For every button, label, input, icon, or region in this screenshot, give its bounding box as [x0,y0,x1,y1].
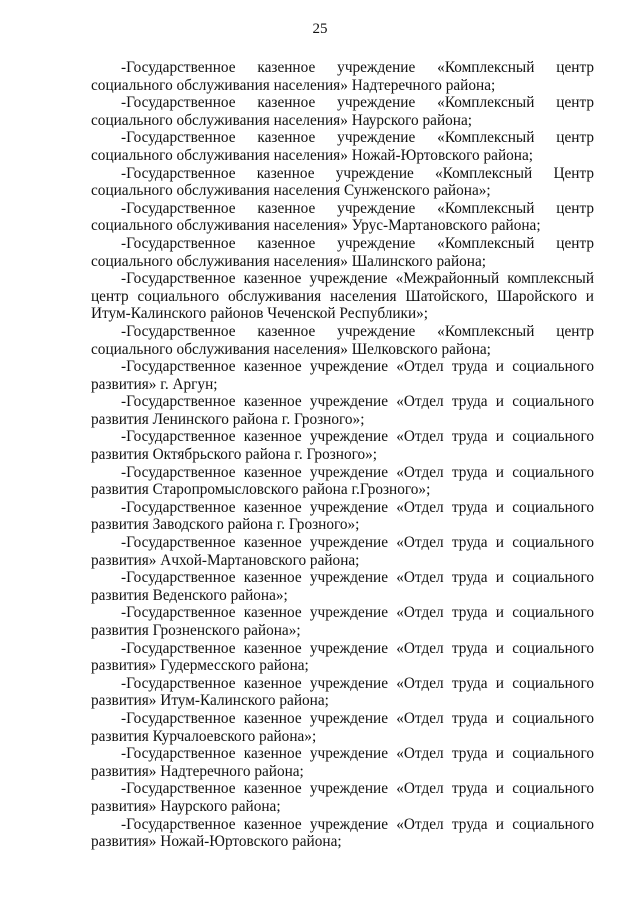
page-number: 25 [312,21,328,37]
body-text [91,59,594,851]
paragraph: -Государственное казенное учреждение «Комплексный центр социального обслуживания населения» Шелковского района; [91,322,594,358]
paragraph: -Государственное казенное учреждение «Отдел труда и социального развития» Гудермесского района; [91,639,594,675]
paragraph: -Государственное казенное учреждение «Отдел труда и социального развития Заводского района г. Грозного»; [91,498,594,534]
paragraph: -Государственное казенное учреждение «Комплексный центр социального обслуживания населения» Шалинского района; [91,234,594,270]
paragraph: -Государственное казенное учреждение «Комплексный Центр социального обслуживания населения Сунженского района»; [91,164,594,200]
paragraph: -Государственное казенное учреждение «Отдел труда и социального развития» Итум-Калинского района; [91,674,594,710]
paragraph: -Государственное казенное учреждение «Отдел труда и социального развития» Наурского района; [91,780,594,815]
paragraph: -Государственное казенное учреждение «Отдел труда и социального развития Старопромысловского района г.Грозного»; [91,463,594,499]
paragraph: -Государственное казенное учреждение «Комплексный центр социального обслуживания населения» Ножай-Юртовского района; [91,129,594,164]
paragraph: -Государственное казенное учреждение «Отдел труда и социального развития Ленинского района г. Грозного»; [91,393,594,428]
paragraph: -Государственное казенное учреждение «Комплексный центр социального обслуживания населения» Наурского района; [91,94,594,129]
paragraph: -Государственное казенное учреждение «Комплексный центр социального обслуживания населения» Надтеречного района; [91,59,594,94]
paragraph: -Государственное казенное учреждение «Отдел труда и социального развития» Ачхой-Мартановского района; [91,534,594,569]
paragraph: -Государственное казенное учреждение «Комплексный центр социального обслуживания населения» Урус-Мартановского района; [91,199,594,235]
paragraph: -Государственное казенное учреждение «Отдел труда и социального развития Веденского района»; [91,569,594,604]
paragraph: -Государственное казенное учреждение «Отдел труда и социального развития» Надтеречного района; [91,745,594,780]
paragraph: -Государственное казенное учреждение «Отдел труда и социального развития Октябрьского района г. Грозного»; [91,428,594,464]
paragraph: -Государственное казенное учреждение «Отдел труда и социального развития» г. Аргун; [91,358,594,393]
paragraph: -Государственное казенное учреждение «Межрайонный комплексный центр социального обслуживания населения Шатойского, Шаройского и Итум-Калинского районов Чеченской Республики»; [91,270,594,323]
paragraph: -Государственное казенное учреждение «Отдел труда и социального развития Курчалоевского района»; [91,709,594,745]
paragraph: -Государственное казенное учреждение «Отдел труда и социального развития Грозненского района»; [91,604,594,639]
paragraph: -Государственное казенное учреждение «Отдел труда и социального развития» Ножай-Юртовского района; [91,815,594,851]
